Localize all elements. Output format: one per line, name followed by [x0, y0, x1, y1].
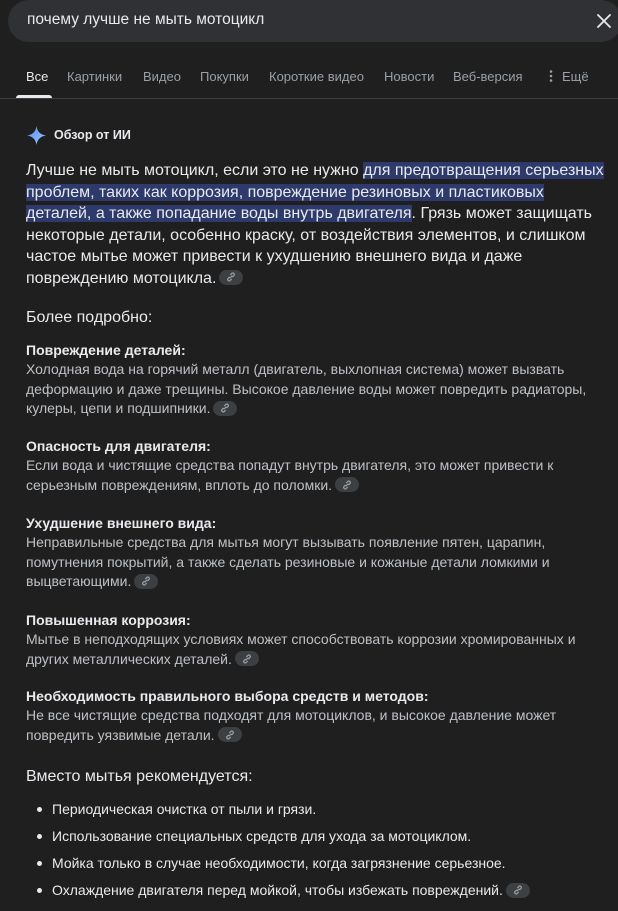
detail-title: Опасность для двигателя:: [26, 438, 211, 454]
source-link-button[interactable]: [235, 651, 259, 666]
detail-title: Ухудшение внешнего вида:: [26, 515, 217, 531]
tab-short-videos[interactable]: Короткие видео: [269, 69, 364, 84]
detail-text: Холодная вода на горячий металл (двигатель, выхлопная система) может вызвать деформацию и даже трещины. Высокое давление воды может повредить радиаторы, кулеры, цепи и подшипники.: [26, 361, 587, 416]
link-icon: [219, 402, 231, 414]
bullet-icon: [37, 888, 42, 893]
ai-overview-summary: [26, 160, 606, 289]
source-link-button[interactable]: [506, 883, 530, 898]
active-tab-indicator: [16, 95, 52, 98]
detail-item: [26, 610, 610, 669]
sparkle-icon: [26, 125, 47, 146]
list-item: Периодическая очистка от пыли и грязи.: [26, 797, 610, 824]
detail-title: Повышенная коррозия:: [26, 612, 191, 628]
detail-title: Необходимость правильного выбора средств и методов:: [26, 688, 429, 704]
search-input[interactable]: почему лучше не мыть мотоцикл: [27, 11, 265, 28]
list-item: Мойка только в случае необходимости, когда загрязнение серьезное.: [26, 851, 610, 878]
search-bar[interactable]: [8, 0, 618, 42]
tab-all[interactable]: Все: [26, 69, 49, 84]
detail-text: Неправильные средства для мытья могут вызывать появление пятен, царапин, помутнения покрытий, а также сделать резиновые и кожаные детали ломкими и выцветающими.: [26, 534, 550, 589]
clear-search-button[interactable]: [592, 9, 616, 33]
ai-overview-label: Обзор от ИИ: [54, 128, 131, 142]
summary-highlight: для предотвращения серьезных проблем, таких как коррозия, повреждение резиновых и пластиковых деталей, а также попадание воды внутрь двигателя: [26, 162, 604, 222]
tab-images[interactable]: Картинки: [67, 69, 123, 84]
bullet-icon: [37, 861, 42, 866]
recommendations-list: [26, 797, 610, 905]
bullet-icon: [37, 807, 42, 812]
tab-videos[interactable]: Видео: [143, 69, 181, 84]
source-link-button[interactable]: [213, 401, 237, 416]
more-vert-icon[interactable]: [549, 70, 553, 82]
source-link-button[interactable]: [134, 574, 158, 589]
list-item: Охлаждение двигателя перед мойкой, чтобы избежать повреждений.: [26, 878, 610, 905]
detail-text: Если вода и чистящие средства попадут внутрь двигателя, это может привести к серьезным повреждениям, вплоть до поломки.: [26, 457, 554, 493]
details-heading: Более подробно:: [26, 309, 153, 326]
link-icon: [225, 271, 237, 283]
tab-more[interactable]: Ещё: [562, 69, 589, 84]
link-icon: [241, 653, 253, 665]
detail-item: [26, 686, 610, 745]
search-tabs: [0, 56, 618, 99]
detail-item: [26, 436, 610, 495]
detail-item: [26, 340, 610, 419]
detail-title: Повреждение деталей:: [26, 342, 186, 358]
source-link-button[interactable]: [218, 727, 242, 742]
tab-news[interactable]: Новости: [384, 69, 435, 84]
source-link-button[interactable]: [219, 270, 243, 285]
ai-overview-header: [26, 124, 131, 146]
recommendations-heading: Вместо мытья рекомендуется:: [26, 768, 253, 785]
link-icon: [140, 575, 152, 587]
link-icon: [512, 884, 524, 896]
bullet-icon: [37, 834, 42, 839]
summary-text-after: . Грязь может защищать некоторые детали, особенно краску, от воздействия элементов, и слишком частое мытье может привести к ухудшению внешнего вида и даже повреждению мотоцикла.: [26, 205, 592, 287]
tab-web[interactable]: Веб-версия: [453, 69, 523, 84]
source-link-button[interactable]: [335, 477, 359, 492]
tab-shopping[interactable]: Покупки: [200, 69, 249, 84]
list-item: Использование специальных средств для ухода за мотоциклом.: [26, 824, 610, 851]
detail-text: Мытье в неподходящих условиях может способствовать коррозии хромированных и других металлических деталей.: [26, 631, 576, 667]
detail-text: Не все чистящие средства подходят для мотоциклов, и высокое давление может повредить уязвимые детали.: [26, 707, 557, 743]
link-icon: [341, 479, 353, 491]
detail-item: [26, 513, 610, 592]
link-icon: [224, 729, 236, 741]
summary-text-before: Лучше не мыть мотоцикл, если это не нужно: [26, 162, 364, 179]
close-icon: [597, 14, 611, 28]
